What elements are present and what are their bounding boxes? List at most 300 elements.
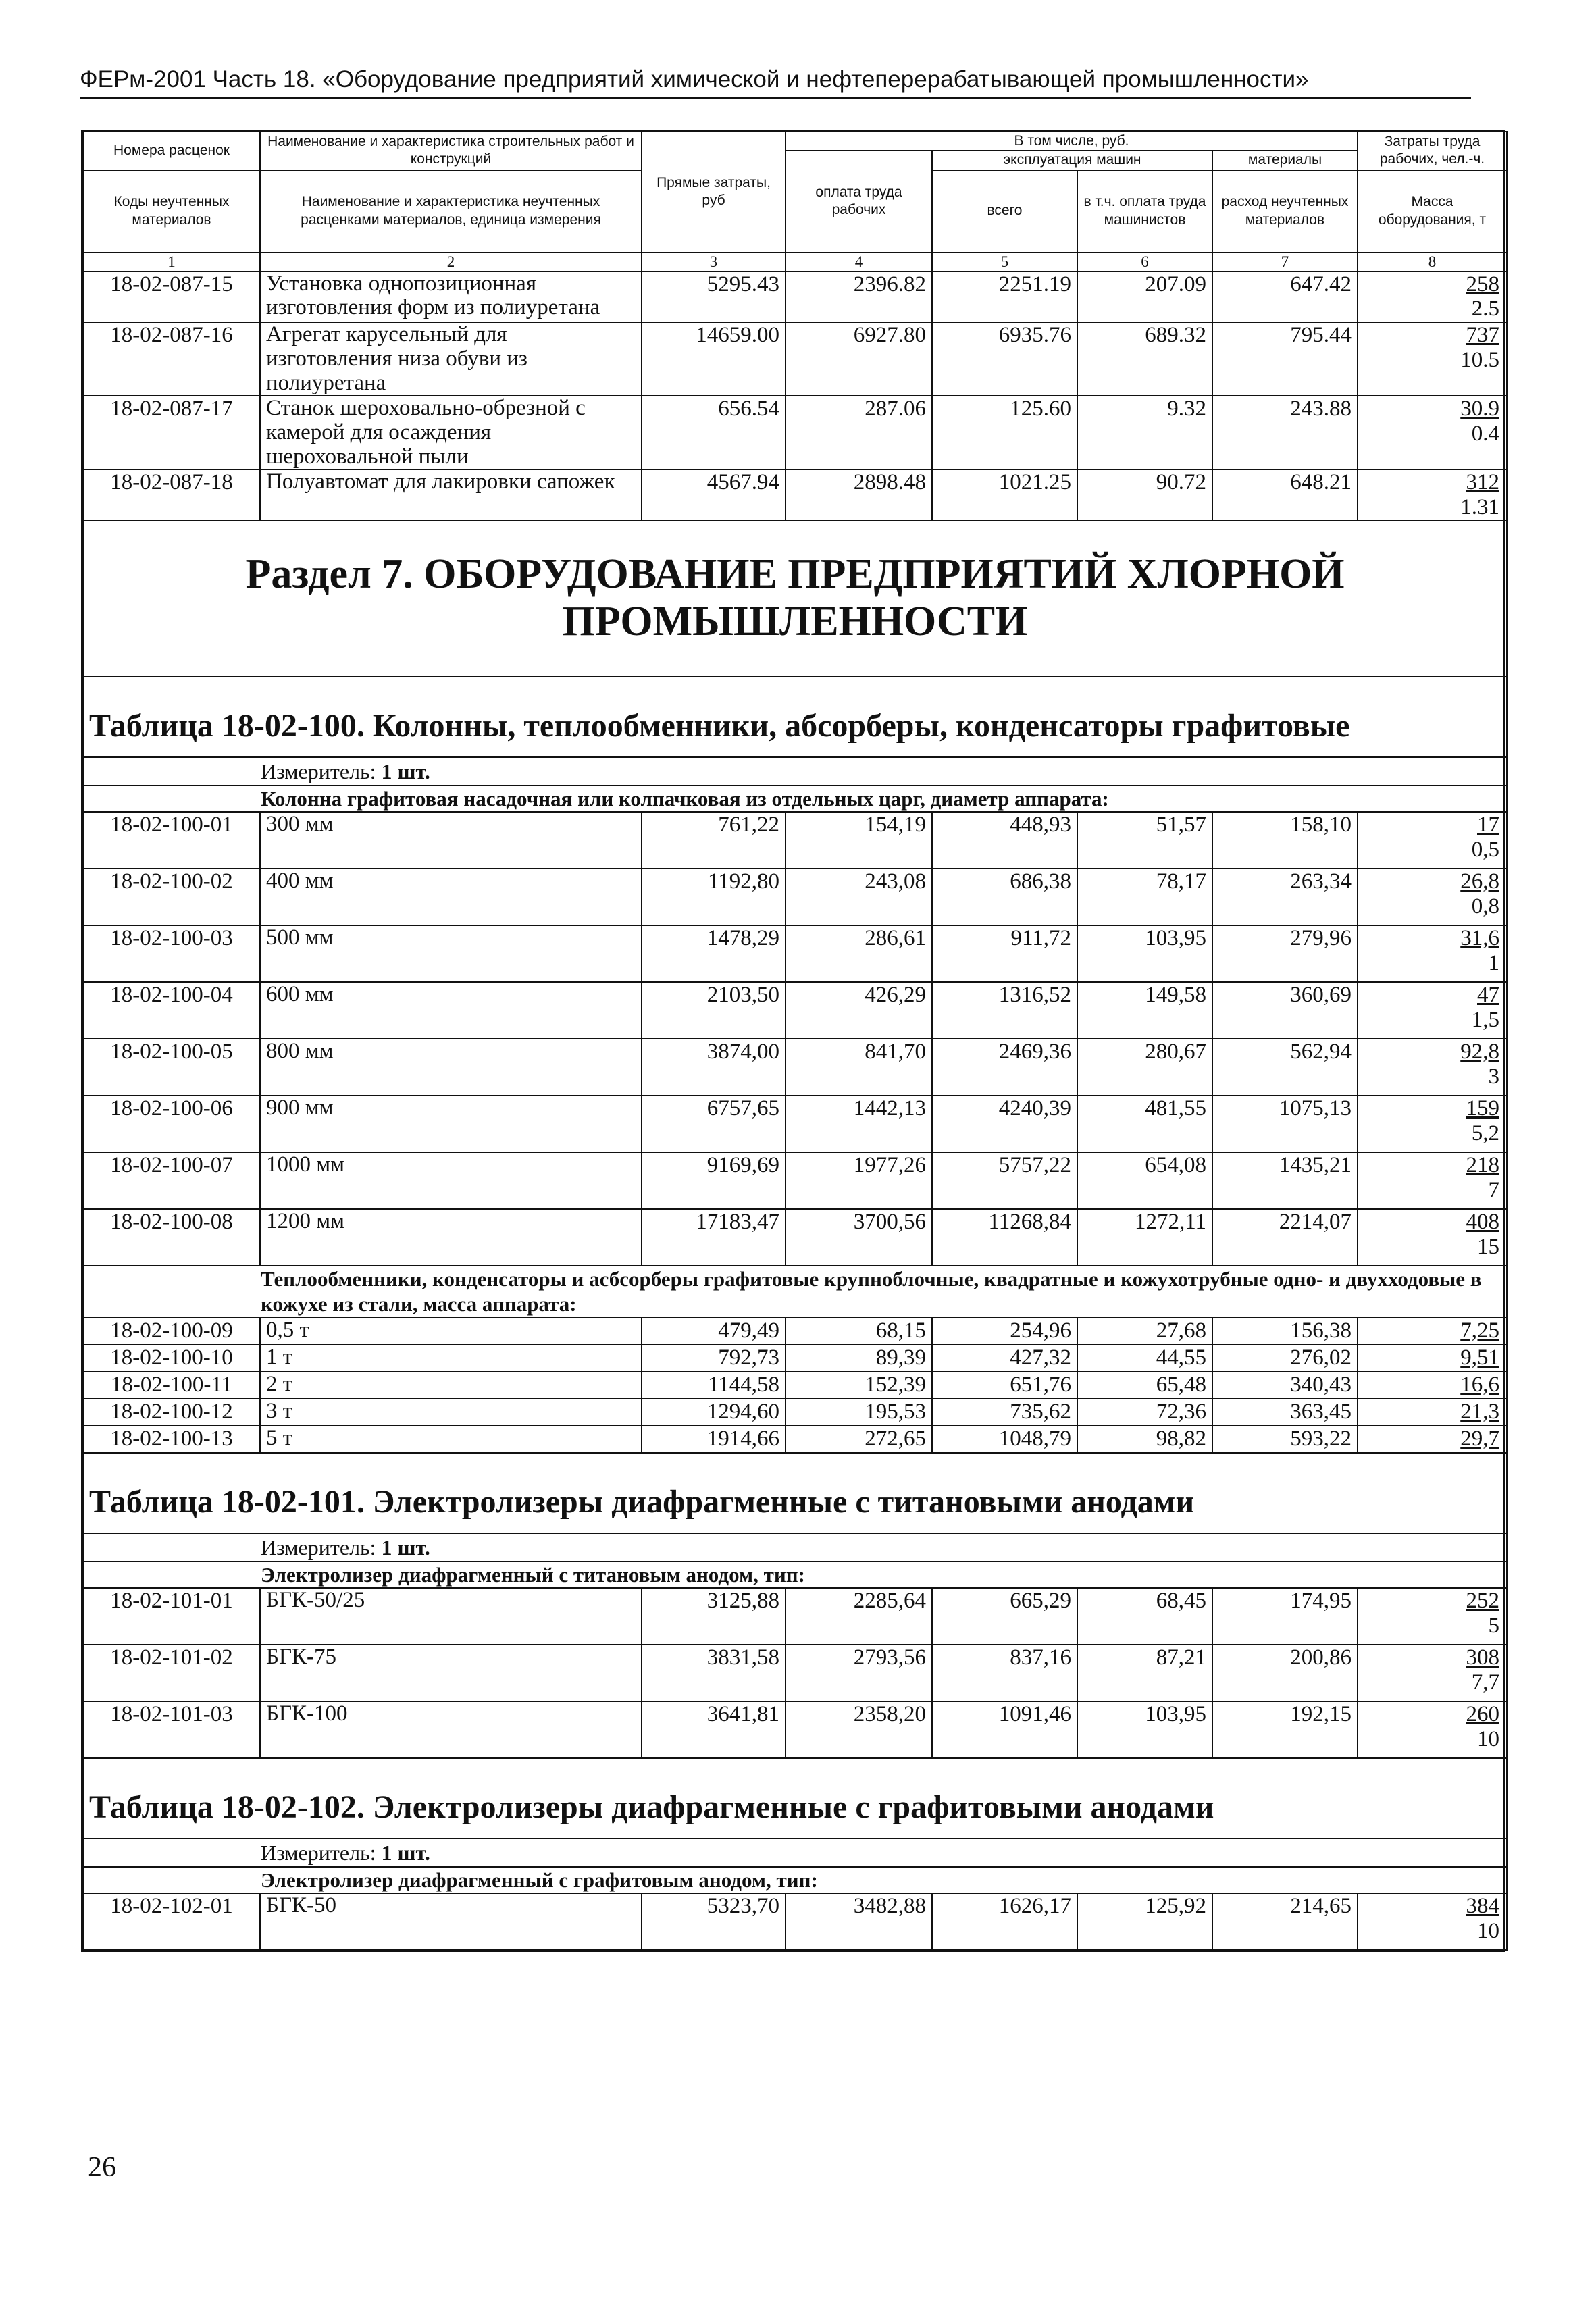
table-row (83, 1372, 1507, 1399)
rate-name: 1200 мм (260, 1209, 642, 1266)
machinists-pay: 689.32 (1077, 322, 1212, 396)
table102-title (83, 1758, 1507, 1839)
rate-code: 18-02-100-01 (83, 812, 260, 869)
equipment-mass: 10.5 (1460, 348, 1499, 373)
header-direct-costs-label: Прямые затраты, руб (657, 175, 771, 209)
rate-name: 5 т (260, 1426, 642, 1453)
equipment-mass: 3 (1488, 1064, 1499, 1089)
machines-total: 1021.25 (932, 469, 1077, 521)
labor-pay: 2285,64 (786, 1588, 932, 1645)
labor-pay: 68,15 (786, 1318, 932, 1345)
labor-pay: 2898.48 (786, 469, 932, 521)
table-row (83, 982, 1507, 1039)
direct-costs: 3874,00 (642, 1039, 786, 1096)
table100-measure-row (83, 757, 1507, 786)
rate-name: 500 мм (260, 925, 642, 982)
labor-hours: 260 (1466, 1701, 1499, 1726)
equipment-mass: 5,2 (1471, 1121, 1499, 1146)
rate-name: БГК-100 (260, 1701, 642, 1758)
header-machinists-pay-label: в т.ч. оплата труда машинистов (1083, 194, 1206, 228)
equipment-mass: 5 (1488, 1613, 1499, 1638)
column-numbers-row (83, 253, 1507, 272)
labor-pay: 1442,13 (786, 1096, 932, 1152)
machines-total: 1048,79 (932, 1426, 1077, 1453)
labor-pay: 6927.80 (786, 322, 932, 396)
header-direct-costs (642, 132, 786, 253)
rate-name: 3 т (260, 1399, 642, 1426)
labor-and-mass (1358, 1345, 1507, 1372)
header-materials-unaccounted-label: расход неучтенных материалов (1221, 194, 1349, 228)
rate-code: 18-02-100-08 (83, 1209, 260, 1266)
header-machines (932, 151, 1212, 170)
header-codes-label: Коды неучтенных материалов (113, 194, 230, 228)
table-row (83, 1588, 1507, 1645)
labor-hours: 218 (1466, 1153, 1499, 1178)
machinists-pay: 207.09 (1077, 272, 1212, 323)
header-labor-costs (1358, 132, 1507, 170)
machines-total: 427,32 (932, 1345, 1077, 1372)
equipment-mass: 15 (1477, 1235, 1499, 1260)
labor-and-mass (1358, 925, 1507, 982)
labor-hours: 16,6 (1460, 1372, 1499, 1397)
direct-costs: 2103,50 (642, 982, 786, 1039)
table-row (83, 322, 1507, 396)
column-number: 1 (83, 253, 260, 272)
machines-total: 2469,36 (932, 1039, 1077, 1096)
labor-and-mass (1358, 869, 1507, 925)
labor-and-mass (1358, 1588, 1507, 1645)
machines-total: 1316,52 (932, 982, 1077, 1039)
rate-name: 400 мм (260, 869, 642, 925)
labor-pay: 1977,26 (786, 1152, 932, 1209)
machinists-pay: 1272,11 (1077, 1209, 1212, 1266)
materials-cost: 363,45 (1212, 1399, 1358, 1426)
materials-cost: 158,10 (1212, 812, 1358, 869)
machinists-pay: 65,48 (1077, 1372, 1212, 1399)
machines-total: 735,62 (932, 1399, 1077, 1426)
group-heading-text: Электролизер диафрагменный с графитовым анодом, тип: (261, 1868, 818, 1892)
rate-name: Установка однопозиционная изготовления форм из полиуретана (260, 272, 642, 323)
materials-cost: 214,65 (1212, 1893, 1358, 1950)
rate-name: БГК-50/25 (260, 1588, 642, 1645)
labor-pay: 3700,56 (786, 1209, 932, 1266)
header-materials-name (260, 170, 642, 253)
measure-value: 1 шт. (381, 1840, 430, 1865)
machines-total: 125.60 (932, 396, 1077, 469)
materials-cost: 1435,21 (1212, 1152, 1358, 1209)
rate-code: 18-02-087-17 (83, 396, 260, 469)
rate-name: 0,5 т (260, 1318, 642, 1345)
labor-pay: 2396.82 (786, 272, 932, 323)
rate-code: 18-02-101-03 (83, 1701, 260, 1758)
labor-and-mass (1358, 812, 1507, 869)
table-row (83, 1345, 1507, 1372)
equipment-mass: 10 (1477, 1726, 1499, 1751)
labor-hours: 30.9 (1460, 396, 1499, 421)
direct-costs: 792,73 (642, 1345, 786, 1372)
materials-cost: 340,43 (1212, 1372, 1358, 1399)
table-row (83, 272, 1507, 323)
rate-code: 18-02-100-03 (83, 925, 260, 982)
header-codes (83, 170, 260, 253)
table100-group-heading (83, 786, 1507, 812)
rate-code: 18-02-087-18 (83, 469, 260, 521)
labor-hours: 159 (1466, 1096, 1499, 1121)
labor-pay: 841,70 (786, 1039, 932, 1096)
rate-name: 600 мм (260, 982, 642, 1039)
machines-total: 4240,39 (932, 1096, 1077, 1152)
page-number: 26 (88, 2152, 116, 2183)
direct-costs: 3125,88 (642, 1588, 786, 1645)
table101-group-heading-row (83, 1562, 1507, 1588)
header-materials-label: материалы (1247, 152, 1322, 168)
equipment-mass: 0.4 (1471, 421, 1499, 446)
table100-measure (83, 757, 1507, 786)
labor-hours: 737 (1466, 323, 1499, 348)
direct-costs: 17183,47 (642, 1209, 786, 1266)
equipment-mass: 1.31 (1460, 495, 1499, 520)
machines-total: 1091,46 (932, 1701, 1077, 1758)
table-row (83, 869, 1507, 925)
table101-title (83, 1453, 1507, 1533)
labor-and-mass (1358, 1645, 1507, 1701)
rate-name: 1 т (260, 1345, 642, 1372)
rate-code: 18-02-100-09 (83, 1318, 260, 1345)
table102-measure-row (83, 1839, 1507, 1867)
labor-pay: 2358,20 (786, 1701, 932, 1758)
table101-measure-row (83, 1533, 1507, 1562)
labor-and-mass (1358, 1152, 1507, 1209)
column-number: 5 (932, 253, 1077, 272)
table101-measure (83, 1533, 1507, 1562)
header-labor-pay (786, 151, 932, 252)
machines-total: 448,93 (932, 812, 1077, 869)
labor-and-mass (1358, 272, 1507, 323)
rate-name: Полуавтомат для лакировки сапожек (260, 469, 642, 521)
section-title-row (83, 521, 1507, 677)
equipment-mass: 7,7 (1471, 1670, 1499, 1695)
machines-total: 2251.19 (932, 272, 1077, 323)
table-row (83, 1096, 1507, 1152)
table-header-row-1 (83, 132, 1507, 151)
machinists-pay: 98,82 (1077, 1426, 1212, 1453)
rate-code: 18-02-087-15 (83, 272, 260, 323)
equipment-mass: 0,5 (1471, 838, 1499, 863)
materials-cost: 279,96 (1212, 925, 1358, 982)
header-works-name-label: Наименование и характеристика строительных работ и конструкций (267, 134, 634, 168)
direct-costs: 1478,29 (642, 925, 786, 982)
header-equipment-mass-label: Масса оборудования, т (1378, 194, 1487, 228)
measure-value: 1 шт. (381, 759, 430, 783)
table-title-text: Таблица 18-02-101. Электролизеры диафрагменные с титановыми анодами (89, 1483, 1195, 1520)
labor-hours: 92,8 (1460, 1039, 1499, 1064)
table-row (83, 1399, 1507, 1426)
labor-hours: 384 (1466, 1893, 1499, 1918)
labor-hours: 26,8 (1460, 869, 1499, 894)
materials-cost: 174,95 (1212, 1588, 1358, 1645)
rate-name: 800 мм (260, 1039, 642, 1096)
machines-total: 837,16 (932, 1645, 1077, 1701)
materials-cost: 2214,07 (1212, 1209, 1358, 1266)
machines-total: 254,96 (932, 1318, 1077, 1345)
machines-total: 5757,22 (932, 1152, 1077, 1209)
section-title-text: Раздел 7. ОБОРУДОВАНИЕ ПРЕДПРИЯТИЙ ХЛОРНОЙ ПРОМЫШЛЕННОСТИ (245, 551, 1345, 644)
group-heading-text: Колонна графитовая насадочная или колпачковая из отдельных царг, диаметр аппарата: (261, 786, 1109, 811)
materials-cost: 1075,13 (1212, 1096, 1358, 1152)
rate-name: 300 мм (260, 812, 642, 869)
labor-and-mass (1358, 322, 1507, 396)
labor-pay: 3482,88 (786, 1893, 932, 1950)
equipment-mass: 0,8 (1471, 894, 1499, 919)
header-including (786, 132, 1358, 151)
machinists-pay: 103,95 (1077, 1701, 1212, 1758)
table101-title-row (83, 1453, 1507, 1533)
measure-label: Измеритель: (261, 1840, 376, 1865)
machines-total: 665,29 (932, 1588, 1077, 1645)
header-materials-name-label: Наименование и характеристика неучтенных расценками материалов, единица измерения (301, 194, 601, 228)
equipment-mass: 7 (1488, 1178, 1499, 1203)
machinists-pay: 481,55 (1077, 1096, 1212, 1152)
rate-code: 18-02-102-01 (83, 1893, 260, 1950)
rate-name: 2 т (260, 1372, 642, 1399)
labor-hours: 308 (1466, 1645, 1499, 1670)
labor-hours: 252 (1466, 1588, 1499, 1613)
direct-costs: 14659.00 (642, 322, 786, 396)
header-works-name (260, 132, 642, 170)
machinists-pay: 44,55 (1077, 1345, 1212, 1372)
table-row (83, 1318, 1507, 1345)
header-rate-numbers-label: Номера расценок (113, 143, 230, 159)
rate-code: 18-02-100-05 (83, 1039, 260, 1096)
table101-group-heading (83, 1562, 1507, 1588)
table-row (83, 812, 1507, 869)
machinists-pay: 87,21 (1077, 1645, 1212, 1701)
labor-hours: 31,6 (1460, 926, 1499, 951)
materials-cost: 243.88 (1212, 396, 1358, 469)
labor-and-mass (1358, 982, 1507, 1039)
direct-costs: 1144,58 (642, 1372, 786, 1399)
column-number: 4 (786, 253, 932, 272)
machinists-pay: 68,45 (1077, 1588, 1212, 1645)
direct-costs: 761,22 (642, 812, 786, 869)
column-number: 6 (1077, 253, 1212, 272)
table-row (83, 1645, 1507, 1701)
running-header: ФЕРм-2001 Часть 18. «Оборудование предприятий химической и нефтеперерабатывающей промышленности» (80, 66, 1471, 99)
labor-pay: 154,19 (786, 812, 932, 869)
machinists-pay: 90.72 (1077, 469, 1212, 521)
machines-total: 1626,17 (932, 1893, 1077, 1950)
machinists-pay: 125,92 (1077, 1893, 1212, 1950)
materials-cost: 276,02 (1212, 1345, 1358, 1372)
group-heading-text: Электролизер диафрагменный с титановым анодом, тип: (261, 1562, 805, 1587)
rate-code: 18-02-100-04 (83, 982, 260, 1039)
materials-cost: 192,15 (1212, 1701, 1358, 1758)
materials-cost: 593,22 (1212, 1426, 1358, 1453)
column-number: 2 (260, 253, 642, 272)
direct-costs: 9169,69 (642, 1152, 786, 1209)
table102-group-heading (83, 1867, 1507, 1893)
group-heading-text: Теплообменники, конденсаторы и асбсорберы графитовые крупноблочные, квадратные и кожухотрубные одно- и двухходовые в кожухе из стали, масса аппарата: (261, 1267, 1482, 1316)
rate-name: БГК-50 (260, 1893, 642, 1950)
labor-hours: 258 (1466, 272, 1499, 297)
table-row (83, 1039, 1507, 1096)
machinists-pay: 51,57 (1077, 812, 1212, 869)
rate-code: 18-02-100-11 (83, 1372, 260, 1399)
header-rate-numbers (83, 132, 260, 170)
header-equipment-mass (1358, 170, 1507, 253)
rate-code: 18-02-100-13 (83, 1426, 260, 1453)
header-machines-label: эксплуатация машин (1003, 152, 1141, 168)
rate-code: 18-02-087-16 (83, 322, 260, 396)
header-materials (1212, 151, 1358, 170)
direct-costs: 4567.94 (642, 469, 786, 521)
rate-code: 18-02-101-01 (83, 1588, 260, 1645)
materials-cost: 360,69 (1212, 982, 1358, 1039)
labor-pay: 89,39 (786, 1345, 932, 1372)
labor-and-mass (1358, 1426, 1507, 1453)
table-row (83, 1701, 1507, 1758)
header-machines-total (932, 170, 1077, 253)
table102-group-heading-row (83, 1867, 1507, 1893)
labor-hours: 21,3 (1460, 1399, 1499, 1424)
table-row (83, 469, 1507, 521)
column-number: 7 (1212, 253, 1358, 272)
equipment-mass: 2.5 (1471, 297, 1499, 322)
direct-costs: 6757,65 (642, 1096, 786, 1152)
table-row (83, 1426, 1507, 1453)
header-machinists-pay (1077, 170, 1212, 253)
materials-cost: 647.42 (1212, 272, 1358, 323)
machinists-pay: 78,17 (1077, 869, 1212, 925)
section-title (83, 521, 1507, 677)
table-row (83, 396, 1507, 469)
direct-costs: 1192,80 (642, 869, 786, 925)
labor-pay: 286,61 (786, 925, 932, 982)
measure-label: Измеритель: (261, 1535, 376, 1560)
column-number: 8 (1358, 253, 1507, 272)
table-row (83, 1893, 1507, 1950)
table102-measure (83, 1839, 1507, 1867)
machines-total: 911,72 (932, 925, 1077, 982)
materials-cost: 562,94 (1212, 1039, 1358, 1096)
labor-and-mass (1358, 1372, 1507, 1399)
rate-code: 18-02-100-07 (83, 1152, 260, 1209)
labor-and-mass (1358, 1209, 1507, 1266)
labor-and-mass (1358, 1399, 1507, 1426)
direct-costs: 5323,70 (642, 1893, 786, 1950)
rate-name: БГК-75 (260, 1645, 642, 1701)
direct-costs: 5295.43 (642, 272, 786, 323)
machines-total: 6935.76 (932, 322, 1077, 396)
machinists-pay: 72,36 (1077, 1399, 1212, 1426)
materials-cost: 200,86 (1212, 1645, 1358, 1701)
materials-cost: 263,34 (1212, 869, 1358, 925)
machinists-pay: 654,08 (1077, 1152, 1212, 1209)
labor-hours: 312 (1466, 470, 1499, 495)
labor-and-mass (1358, 469, 1507, 521)
rate-name: 900 мм (260, 1096, 642, 1152)
machines-total: 651,76 (932, 1372, 1077, 1399)
machinists-pay: 9.32 (1077, 396, 1212, 469)
rate-code: 18-02-100-12 (83, 1399, 260, 1426)
table-row (83, 925, 1507, 982)
rate-name: 1000 мм (260, 1152, 642, 1209)
table-title-text: Таблица 18-02-100. Колонны, теплообменники, абсорберы, конденсаторы графитовые (89, 707, 1350, 744)
rates-table (81, 130, 1505, 1952)
rate-code: 18-02-100-06 (83, 1096, 260, 1152)
labor-pay: 272,65 (786, 1426, 932, 1453)
equipment-mass: 1,5 (1471, 1008, 1499, 1033)
direct-costs: 3641,81 (642, 1701, 786, 1758)
labor-and-mass (1358, 1893, 1507, 1950)
table100-group-heading-row (83, 1266, 1507, 1317)
rate-code: 18-02-100-02 (83, 869, 260, 925)
machinists-pay: 103,95 (1077, 925, 1212, 982)
machinists-pay: 27,68 (1077, 1318, 1212, 1345)
column-number: 3 (642, 253, 786, 272)
table-row (83, 1209, 1507, 1266)
machinists-pay: 149,58 (1077, 982, 1212, 1039)
rate-name: Агрегат карусельный для изготовления низа обуви из полиуретана (260, 322, 642, 396)
header-machines-total-label: всего (987, 203, 1023, 219)
table-title-text: Таблица 18-02-102. Электролизеры диафрагменные с графитовыми анодами (89, 1789, 1214, 1825)
table-row (83, 1152, 1507, 1209)
machines-total: 686,38 (932, 869, 1077, 925)
equipment-mass: 10 (1477, 1918, 1499, 1943)
labor-and-mass (1358, 1701, 1507, 1758)
materials-cost: 795.44 (1212, 322, 1358, 396)
labor-hours: 29,7 (1460, 1426, 1499, 1451)
labor-pay: 243,08 (786, 869, 932, 925)
table100-group-heading (83, 1266, 1507, 1317)
direct-costs: 479,49 (642, 1318, 786, 1345)
measure-value: 1 шт. (381, 1535, 430, 1560)
table100-group-heading-row (83, 786, 1507, 812)
direct-costs: 1914,66 (642, 1426, 786, 1453)
labor-and-mass (1358, 396, 1507, 469)
table100-title (83, 677, 1507, 757)
table102-title-row (83, 1758, 1507, 1839)
rate-code: 18-02-101-02 (83, 1645, 260, 1701)
header-labor-pay-label: оплата труда рабочих (815, 184, 902, 218)
direct-costs: 1294,60 (642, 1399, 786, 1426)
direct-costs: 656.54 (642, 396, 786, 469)
direct-costs: 3831,58 (642, 1645, 786, 1701)
header-including-label: В том числе, руб. (1014, 133, 1129, 149)
labor-hours: 7,25 (1460, 1318, 1499, 1343)
machines-total: 11268,84 (932, 1209, 1077, 1266)
labor-and-mass (1358, 1096, 1507, 1152)
machinists-pay: 280,67 (1077, 1039, 1212, 1096)
labor-pay: 195,53 (786, 1399, 932, 1426)
labor-pay: 426,29 (786, 982, 932, 1039)
labor-hours: 9,51 (1460, 1345, 1499, 1370)
labor-hours: 47 (1477, 983, 1499, 1008)
materials-cost: 156,38 (1212, 1318, 1358, 1345)
measure-label: Измеритель: (261, 759, 376, 783)
rate-code: 18-02-100-10 (83, 1345, 260, 1372)
header-labor-costs-label: Затраты труда рабочих, чел.-ч. (1379, 134, 1485, 168)
labor-pay: 287.06 (786, 396, 932, 469)
rates-table-grid (82, 131, 1508, 1951)
materials-cost: 648.21 (1212, 469, 1358, 521)
labor-hours: 408 (1466, 1210, 1499, 1235)
labor-pay: 152,39 (786, 1372, 932, 1399)
header-materials-unaccounted (1212, 170, 1358, 253)
labor-and-mass (1358, 1318, 1507, 1345)
rate-name: Станок шероховально-обрезной с камерой для осаждения шероховальной пыли (260, 396, 642, 469)
table100-title-row (83, 677, 1507, 757)
